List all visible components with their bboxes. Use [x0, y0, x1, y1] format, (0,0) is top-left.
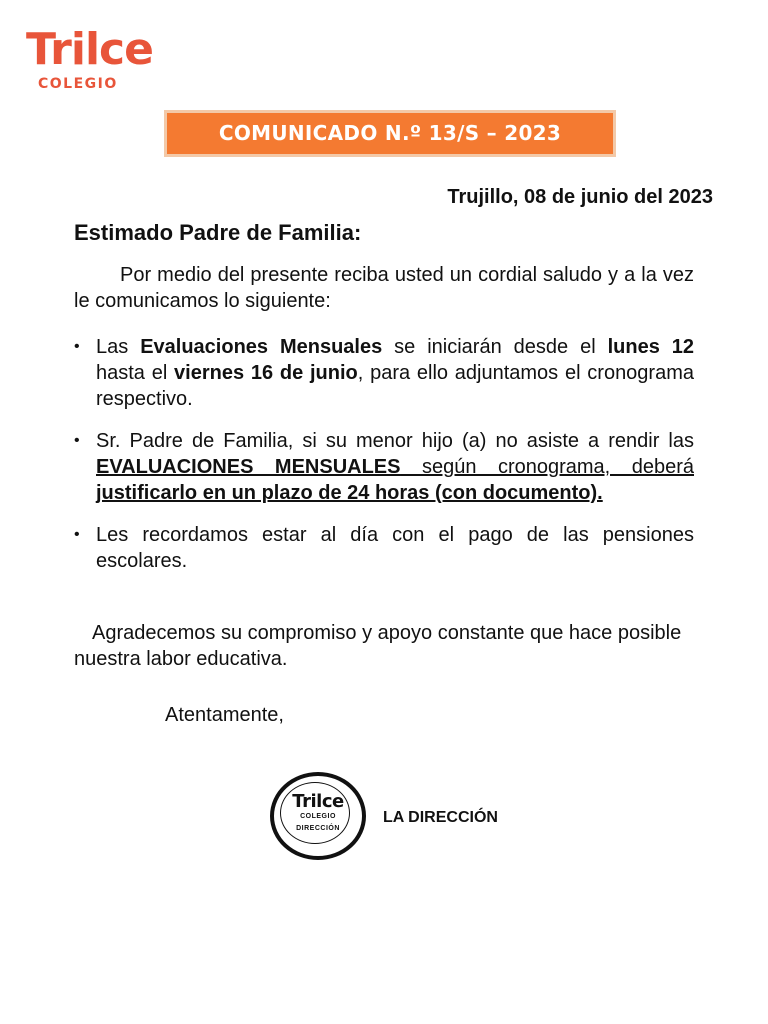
bullet2-underlined: según cronograma, deberá — [400, 456, 694, 478]
bullet3-text: Les recordamos estar al día con el pago de las pensiones escolares. — [96, 524, 694, 572]
bullet1-bold-1: Evaluaciones Mensuales — [140, 336, 383, 358]
list-item — [74, 428, 694, 506]
signer-name: LA DIRECCIÓN — [383, 809, 498, 826]
notice-list — [74, 334, 694, 574]
thanks-paragraph — [74, 620, 694, 672]
logo-subtitle: COLEGIO — [38, 76, 118, 92]
bullet1-text-3: hasta el — [96, 362, 175, 384]
bullet2-bold-1: EVALUACIONES MENSUALES — [96, 456, 401, 478]
salutation: Estimado Padre de Familia: — [74, 220, 362, 245]
bullet1-text-1: Las — [96, 336, 141, 358]
letter-date: Trujillo, 08 de junio del 2023 — [447, 186, 713, 208]
closing: Atentamente, — [165, 704, 284, 726]
logo-wordmark: Trilce — [26, 24, 153, 75]
intro-text: Por medio del presente reciba usted un cordial saludo y a la vez le comunicamos lo siguiente: — [74, 264, 694, 312]
communique-banner: COMUNICADO N.º 13/S – 2023 — [164, 110, 616, 157]
bullet1-text-4: , para ello adjuntamos el cronograma respectivo. — [96, 362, 694, 410]
list-item — [74, 334, 694, 412]
bullet1-text-2: se iniciarán desde el — [382, 336, 608, 358]
school-logo — [26, 24, 186, 96]
bullet1-bold-2: lunes 12 — [607, 336, 694, 358]
seal-subtitle: COLEGIO — [300, 813, 336, 820]
list-item — [74, 522, 694, 574]
bullet2-text-1: Sr. Padre de Familia, si su menor hijo (a) no asiste a rendir las — [96, 430, 694, 452]
seal-department: DIRECCIÓN — [296, 825, 340, 832]
bullet2-bold-2: justificarlo en un plazo de 24 horas (con documento). — [96, 482, 603, 504]
seal-wordmark: Trilce — [292, 791, 344, 812]
thanks-text: Agradecemos su compromiso y apoyo constante que hace posible nuestra labor educativa. — [74, 622, 682, 670]
bullet1-bold-3: viernes 16 de junio — [174, 362, 358, 384]
intro-paragraph — [74, 262, 694, 314]
direction-seal — [270, 772, 366, 860]
